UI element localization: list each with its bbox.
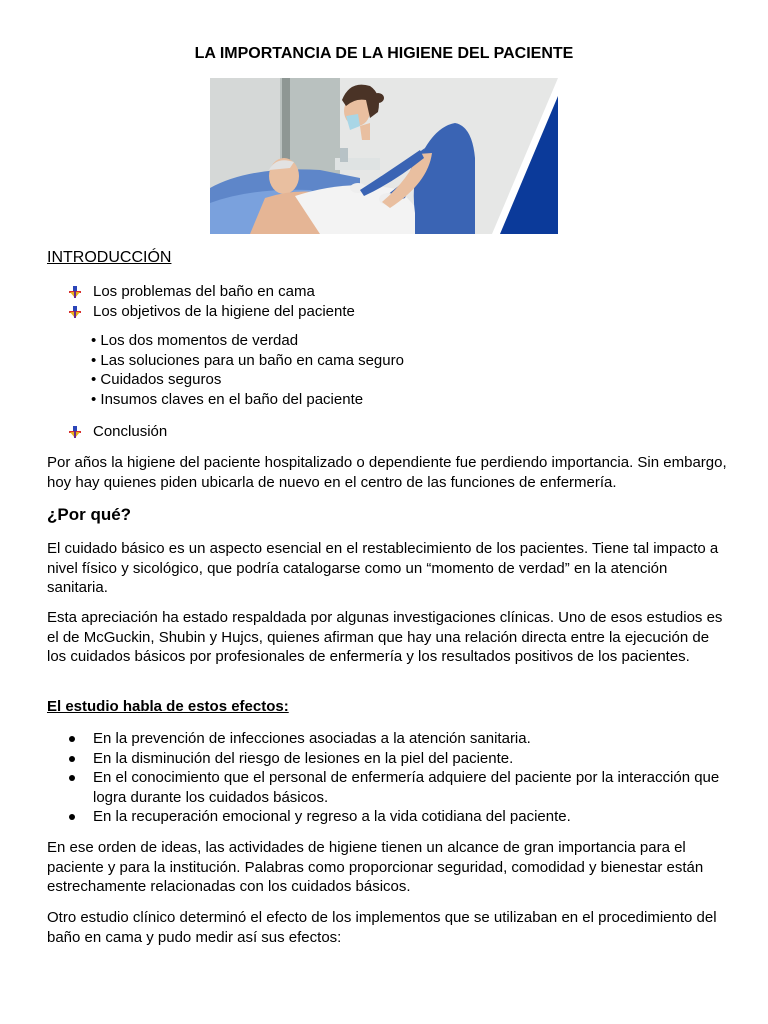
arrow-down-icon (69, 306, 81, 318)
list-item: En el conocimiento que el personal de enfermería adquiere del paciente por la interacción que logra durante los cuidados básicos. (47, 768, 727, 807)
bullet-icon (69, 814, 75, 820)
list-item: • Insumos claves en el baño del paciente (91, 390, 364, 408)
arrow-down-icon (69, 426, 81, 438)
paragraph: Por años la higiene del paciente hospitalizado o dependiente fue perdiendo importancia. Sin embargo, hoy hay quienes piden ubicarla de nuevo en el centro de las funciones de enfermería. (47, 454, 727, 491)
paragraph: Otro estudio clínico determinó el efecto de los implementos que se utilizaban en el procedimiento del baño en cama y pudo medir así sus efectos: (47, 909, 717, 946)
list-item: En la disminución del riesgo de lesiones en la piel del paciente. (47, 749, 727, 769)
list-item: En la prevención de infecciones asociadas a la atención sanitaria. (47, 729, 727, 749)
arrow-down-icon (69, 286, 81, 298)
bullet-icon (69, 736, 75, 742)
paragraph: En ese orden de ideas, las actividades de higiene tienen un alcance de gran importancia para el paciente y para la institución. Palabras como proporcionar seguridad, comodidad y bienestar están estrechamente relacionadas con los cuidados básicos. (47, 839, 704, 895)
effects-list (47, 729, 727, 827)
list-item: Los problemas del baño en cama (47, 282, 355, 302)
document-title: LA IMPORTANCIA DE LA HIGIENE DEL PACIENTE (194, 45, 574, 62)
paragraph: Esta apreciación ha estado respaldada por algunas investigaciones clínicas. Uno de esos estudios es el de McGuckin, Shubin y Hujcs, quienes afirman que hay una relación directa entre la ejecución de los cuidados básicos por profesionales de enfermería y los resultados positivos de los pacientes. (47, 609, 723, 665)
outline-list (47, 282, 355, 321)
why-heading: ¿Por qué? (47, 505, 132, 524)
intro-heading: INTRODUCCIÓN (47, 249, 172, 266)
nurse-bathing-patient-photo (210, 78, 558, 234)
paragraph: El cuidado básico es un aspecto esencial en el restablecimiento de los pacientes. Tiene tal impacto a nivel físico y sicológico, que podría catalogarse como un “momento de verdad” en la atención sanitaria. (47, 540, 719, 596)
list-item: • Las soluciones para un baño en cama seguro (91, 351, 404, 369)
list-item: Los objetivos de la higiene del paciente (47, 302, 355, 322)
outline-list-end (47, 422, 167, 442)
bullet-icon (69, 756, 75, 762)
bullet-icon (69, 775, 75, 781)
outline-sublist (91, 331, 404, 409)
list-item: • Los dos momentos de verdad (91, 332, 299, 349)
list-item: • Cuidados seguros (91, 371, 222, 388)
list-item: En la recuperación emocional y regreso a la vida cotidiana del paciente. (47, 807, 727, 827)
list-item: Conclusión (47, 422, 167, 442)
effects-heading: El estudio habla de estos efectos: (47, 698, 289, 715)
